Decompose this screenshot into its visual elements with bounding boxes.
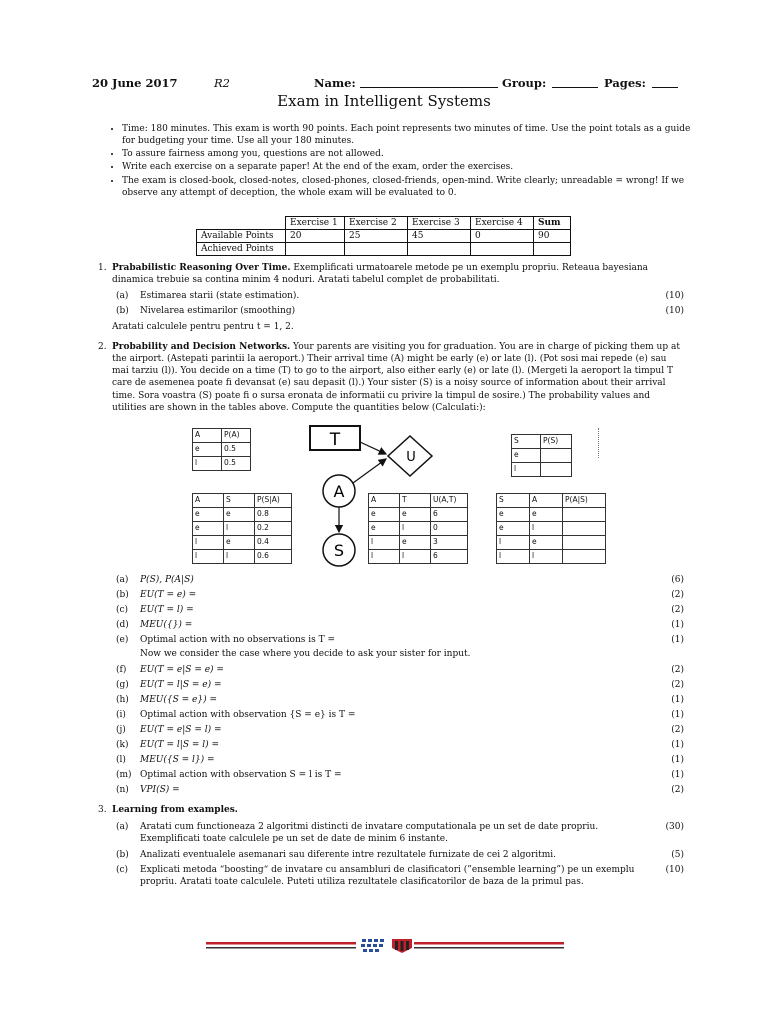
table-cell: e (530, 508, 563, 522)
table-row (193, 443, 251, 457)
sub-item (116, 739, 684, 751)
table-cell: e (369, 522, 400, 536)
sub-points: (2) (671, 725, 684, 735)
table-cell: 0 (431, 522, 468, 536)
sub-text: P(S), P(A|S) (140, 575, 194, 585)
table-cell[interactable] (541, 463, 572, 477)
sub-item (116, 754, 684, 766)
sub-label: (h) (116, 695, 129, 705)
rule-item: • Write each exercise on a separate paper! At the end of the exam, order the exercises. (122, 161, 694, 173)
sub-points: (2) (671, 665, 684, 675)
table-psa (192, 493, 292, 564)
table-cell[interactable] (345, 243, 408, 256)
sub-text: EU(T = l|S = l) = (140, 740, 220, 750)
table-cell: e (530, 536, 563, 550)
table-cell: l (530, 522, 563, 536)
table-row (512, 435, 572, 449)
name-label: Name: (314, 76, 356, 90)
sub-points: (2) (671, 590, 684, 600)
table-cell[interactable] (563, 550, 606, 564)
sub-text: Estimarea starii (state estimation). (140, 291, 300, 301)
table-ps (511, 434, 572, 477)
table-cell: l (224, 522, 255, 536)
sub-item (116, 694, 684, 706)
sub-points: (6) (671, 575, 684, 585)
table-cell[interactable] (534, 243, 571, 256)
sub-text: EU(T = l|S = e) = (140, 680, 222, 690)
table-row (193, 550, 292, 564)
table-cell[interactable] (286, 243, 345, 256)
question-title: Probability and Decision Networks. (112, 342, 291, 352)
sub-item (116, 864, 684, 888)
footer-decoration (206, 938, 564, 954)
table-cell: e (497, 522, 530, 536)
table-header: P(A) (222, 429, 251, 443)
sub-item (116, 679, 684, 691)
table-cell: 0.5 (222, 443, 251, 457)
sub-points: (10) (665, 306, 684, 316)
table-cell: e (497, 508, 530, 522)
table-cell: l (369, 550, 400, 564)
footer-rule-right (414, 942, 564, 945)
sub-label: (c) (116, 865, 129, 875)
table-cell: 0 (471, 230, 534, 243)
sub-item (116, 849, 684, 861)
table-row (497, 494, 606, 508)
table-cell: Achieved Points (197, 243, 286, 256)
sub-item (116, 769, 684, 781)
pages-field[interactable] (652, 87, 678, 88)
sub-label: (e) (116, 635, 129, 645)
sub-points: (30) (665, 822, 684, 832)
sub-points: (5) (671, 850, 684, 860)
table-cell: l (193, 457, 222, 471)
question-3 (98, 804, 684, 816)
table-header: S (512, 435, 541, 449)
sub-label: (n) (116, 785, 129, 795)
sub-label: (b) (116, 306, 129, 316)
table-cell: e (224, 536, 255, 550)
table-row (512, 463, 572, 477)
table-cell[interactable] (408, 243, 471, 256)
sub-item (116, 648, 684, 660)
table-header: A (369, 494, 400, 508)
sub-item (116, 634, 684, 646)
sub-label: (m) (116, 770, 132, 780)
table-row (193, 536, 292, 550)
edge-a-u (353, 459, 386, 483)
sub-text: MEU({S = l}) = (140, 755, 215, 765)
sub-label: (g) (116, 680, 129, 690)
sub-points: (1) (671, 635, 684, 645)
sub-label: (b) (116, 850, 129, 860)
table-row (193, 508, 292, 522)
sub-text: MEU({S = e}) = (140, 695, 218, 705)
sub-text: Now we consider the case where you decide to ask your sister for input. (140, 649, 471, 659)
sub-text: MEU({}) = (140, 620, 193, 630)
rules-list (108, 123, 694, 200)
decision-network (300, 422, 440, 572)
sub-label: (l) (116, 755, 126, 765)
sub-text: VPI(S) = (140, 785, 180, 795)
table-cell: e (193, 443, 222, 457)
table-row (193, 522, 292, 536)
question-title: Prababilistic Reasoning Over Time. (112, 263, 291, 273)
sub-item (116, 821, 684, 845)
table-header: Sum (534, 217, 571, 230)
pages-label: Pages: (604, 76, 646, 90)
rule-item: • Time: 180 minutes. This exam is worth 90 points. Each point represents two minutes of time. Use the point totals as a guide for budgeting your time. Use all your 180 minutes. (122, 123, 694, 147)
table-pas (496, 493, 606, 564)
node-label: A (333, 482, 345, 501)
sub-item (116, 664, 684, 676)
sub-text: Optimal action with observation S = l is T = (140, 770, 342, 780)
table-cell[interactable] (471, 243, 534, 256)
sub-label: (a) (116, 822, 129, 832)
table-cell: l (512, 463, 541, 477)
exam-date: 20 June 2017 (92, 76, 178, 90)
footer-rule-left-thin (206, 947, 356, 949)
sub-label: (j) (116, 725, 126, 735)
table-cell: l (400, 522, 431, 536)
table-header: Exercise 4 (471, 217, 534, 230)
table-header: Exercise 3 (408, 217, 471, 230)
table-row (197, 217, 571, 230)
table-cell: 0.4 (255, 536, 292, 550)
table-row (497, 522, 606, 536)
sub-text: EU(T = e|S = e) = (140, 665, 224, 675)
table-cell: 0.8 (255, 508, 292, 522)
sub-points: (1) (671, 740, 684, 750)
footer-rule-right-thin (414, 947, 564, 949)
exam-variant: R2 (214, 76, 230, 90)
table-header: P(S|A) (255, 494, 292, 508)
sub-label: (i) (116, 710, 126, 720)
sub-points: (10) (665, 291, 684, 301)
faculty-logo-icon (392, 939, 412, 953)
table-cell: 3 (431, 536, 468, 550)
node-label: U (406, 450, 416, 465)
table-cell (197, 217, 286, 230)
table-header: Exercise 1 (286, 217, 345, 230)
sub-text: Optimal action with no observations is T = (140, 635, 336, 645)
sub-points: (2) (671, 605, 684, 615)
question-2 (98, 341, 684, 414)
points-table (196, 216, 571, 256)
table-row (197, 243, 571, 256)
question-text: Exemplificati urmatoarele metode pe un exemplu propriu. Reteaua bayesiana dinamica trebuie sa contina minim 4 noduri. Aratati tabelul complet de probabilitati. (112, 263, 648, 286)
sub-points: (1) (671, 695, 684, 705)
sub-points: (2) (671, 785, 684, 795)
sub-points: (1) (671, 620, 684, 630)
university-logo-icon (361, 939, 384, 952)
table-cell: 20 (286, 230, 345, 243)
sub-text: EU(T = e|S = l) = (140, 725, 222, 735)
sub-text: Aratati cum functioneaza 2 algoritmi distincti de invatare computationala pe un set de date propriu. Exemplificati toate calculele pe un set de date de minim 6 instante. (140, 822, 599, 845)
sub-points: (2) (671, 680, 684, 690)
table-cell: l (497, 536, 530, 550)
sub-points: (10) (665, 865, 684, 875)
sub-text: Explicati metoda “boosting“ de invatare cu ansambluri de clasificatori (”ensemble learning”) pe un exemplu propriu. Aratati toate calculele. Puteti utiliza rezultatele clasificatorilor de baza de la primul pas. (140, 865, 635, 888)
table-header: S (224, 494, 255, 508)
table-cell: l (530, 550, 563, 564)
table-cell[interactable] (563, 536, 606, 550)
table-cell: Available Points (197, 230, 286, 243)
sub-text: EU(T = l) = (140, 605, 194, 615)
table-header: U(A,T) (431, 494, 468, 508)
sub-item (116, 305, 684, 317)
node-label: S (333, 541, 345, 560)
sub-text: EU(T = e) = (140, 590, 197, 600)
table-cell: e (400, 536, 431, 550)
sub-item (116, 784, 684, 796)
table-cell: l (193, 536, 224, 550)
table-header: A (193, 494, 224, 508)
table-cell: 6 (431, 550, 468, 564)
sub-item (116, 619, 684, 631)
table-header: S (497, 494, 530, 508)
table-row (193, 457, 251, 471)
table-cell[interactable] (563, 522, 606, 536)
table-row (497, 550, 606, 564)
margin-line (598, 428, 599, 458)
table-cell: l (369, 536, 400, 550)
table-row (497, 508, 606, 522)
table-pa (192, 428, 251, 471)
table-header: Exercise 2 (345, 217, 408, 230)
sub-points: (1) (671, 755, 684, 765)
table-cell: 0.6 (255, 550, 292, 564)
node-label: T (329, 430, 341, 450)
group-label: Group: (502, 76, 547, 90)
q1-footer: Aratati calculele pentru pentru t = 1, 2. (112, 322, 294, 332)
table-cell: e (400, 508, 431, 522)
table-cell: e (512, 449, 541, 463)
edge-t-u (360, 442, 386, 454)
question-title: Learning from examples. (112, 805, 238, 815)
table-header: A (530, 494, 563, 508)
table-cell: e (369, 508, 400, 522)
sub-points: (1) (671, 770, 684, 780)
sub-text: Nivelarea estimarilor (smoothing) (140, 306, 296, 316)
table-cell: 45 (408, 230, 471, 243)
sub-label: (f) (116, 665, 127, 675)
sub-item (116, 589, 684, 601)
sub-label: (c) (116, 605, 129, 615)
sub-item (116, 604, 684, 616)
table-cell: 6 (431, 508, 468, 522)
table-header: P(S) (541, 435, 572, 449)
table-cell: l (400, 550, 431, 564)
sub-text: Optimal action with observation {S = e} is T = (140, 710, 356, 720)
sub-item (116, 290, 684, 302)
table-cell: l (224, 550, 255, 564)
rule-item: • To assure fairness among you, questions are not allowed. (122, 148, 694, 160)
sub-label: (a) (116, 575, 129, 585)
sub-label: (k) (116, 740, 129, 750)
table-cell: e (193, 508, 224, 522)
question-number: 3. (98, 805, 107, 815)
sub-points: (1) (671, 710, 684, 720)
sub-label: (d) (116, 620, 129, 630)
table-row (197, 230, 571, 243)
sub-item (116, 709, 684, 721)
table-cell: 0.5 (222, 457, 251, 471)
question-1 (98, 262, 684, 286)
sub-label: (a) (116, 291, 129, 301)
table-row (193, 494, 292, 508)
sub-item (116, 724, 684, 736)
rule-item: • The exam is closed-book, closed-notes, closed-phones, closed-friends, open-mind. Write clearly; unreadable = wrong! If we observe any attempt of deception, the whole exam will be evaluated to 0. (122, 175, 694, 199)
table-cell: 25 (345, 230, 408, 243)
question-number: 1. (98, 263, 107, 273)
table-row (497, 536, 606, 550)
table-row (193, 429, 251, 443)
table-cell: 0.2 (255, 522, 292, 536)
table-header: T (400, 494, 431, 508)
table-row (512, 449, 572, 463)
table-cell: 90 (534, 230, 571, 243)
table-header: A (193, 429, 222, 443)
table-cell[interactable] (541, 449, 572, 463)
sub-label: (b) (116, 590, 129, 600)
table-header: P(A|S) (563, 494, 606, 508)
question-text: Your parents are visiting you for graduation. You are in charge of picking them up at the airport. (Astepati parintii la aeroport.) Their arrival time (A) might be early (e) or late (l). (Pot sosi mai repede (e) sau mai tarziu (l)). You decide on a time (T) to go to the airport, also either early (e) or late (l). (Mergeti la aeroport la timpul T care de asemenea poate fi devansat (e) sau depasit (l).) Your sister (S) is a noisy source of information about their arrival time. Sora voastra (S) poate fi o sursa eronata de informatii cu privire la timpul de sosire.) The probability values and utilities are shown in the tables above. Compute the quantities below (Calculati:): (112, 342, 680, 413)
name-field[interactable] (360, 87, 498, 88)
table-cell: e (224, 508, 255, 522)
table-cell: e (193, 522, 224, 536)
sub-text: Analizati eventualele asemanari sau diferente intre rezultatele furnizate de cei 2 algoritmi. (140, 850, 557, 860)
table-cell[interactable] (563, 508, 606, 522)
footer-rule-left (206, 942, 356, 945)
table-cell: l (193, 550, 224, 564)
question-number: 2. (98, 342, 107, 352)
table-cell: l (497, 550, 530, 564)
sub-item (116, 574, 684, 586)
page-title: Exam in Intelligent Systems (277, 92, 491, 110)
group-field[interactable] (552, 87, 598, 88)
